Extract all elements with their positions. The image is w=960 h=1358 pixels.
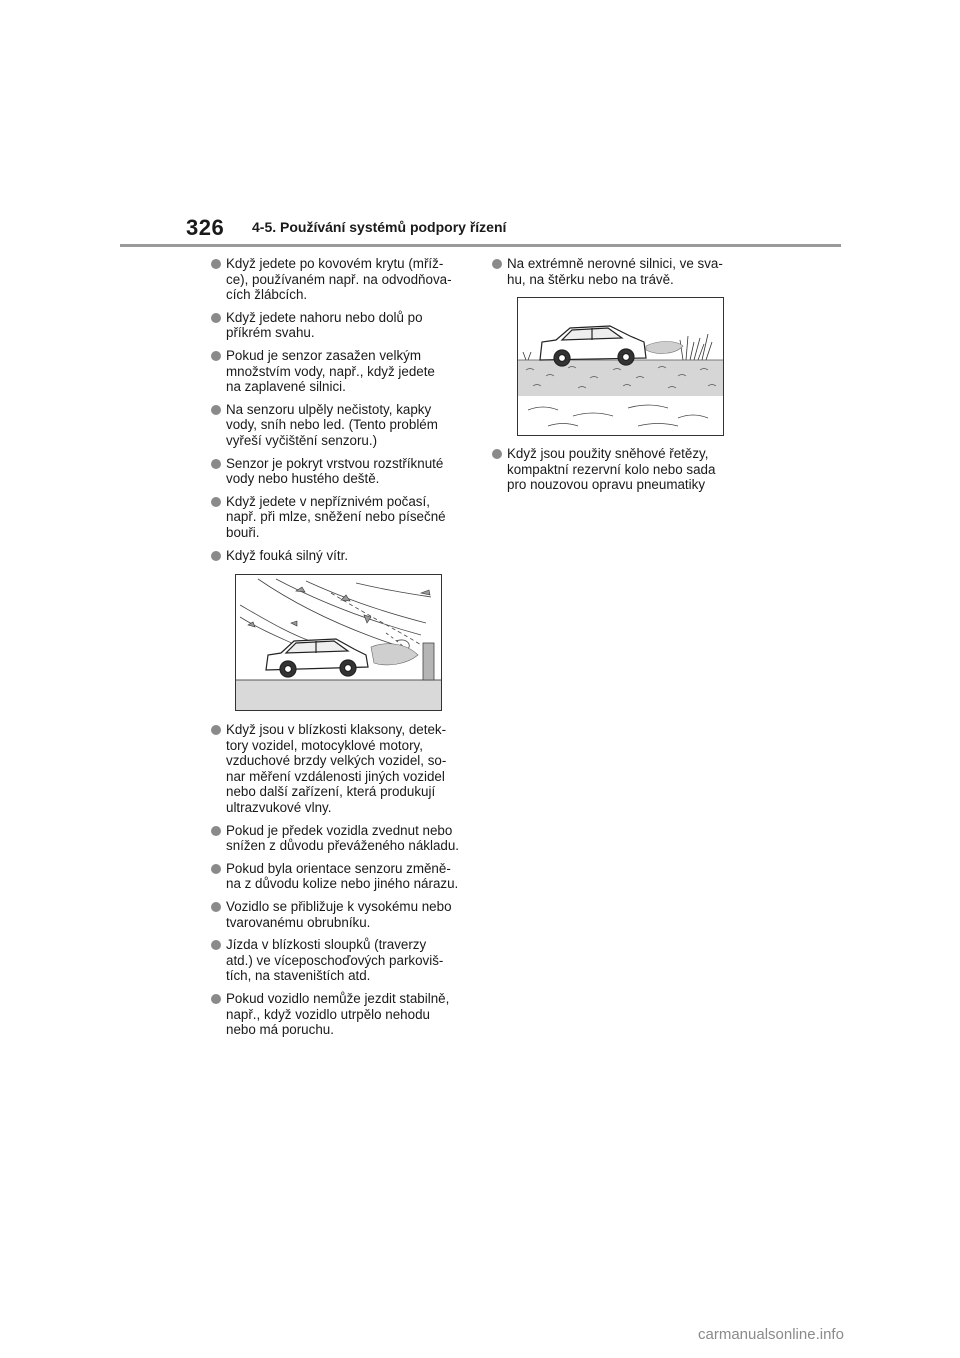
bullet-dot-icon <box>211 994 221 1004</box>
bullet-dot-icon <box>211 864 221 874</box>
bullet-item <box>211 991 473 1038</box>
bullet-item <box>211 548 473 564</box>
bullet-dot-icon <box>211 826 221 836</box>
bullet-dot-icon <box>211 259 221 269</box>
bullet-item <box>211 861 473 892</box>
bullet-text: Vozidlo se přibližuje k vysokému nebo tvarovanému obrubníku. <box>226 899 452 930</box>
bullet-text: Když jedete po kovovém krytu (mříž- ce), používaném např. na odvodňova- cích žlábcích. <box>226 256 452 303</box>
bullet-dot-icon <box>211 497 221 507</box>
bullet-text: Pokud je předek vozidla zvednut nebo snížen z důvodu převáženého nákladu. <box>226 822 460 854</box>
right-column <box>492 256 754 500</box>
bullet-item <box>492 256 754 287</box>
bullet-text: Pokud vozidlo nemůže jezdit stabilně, např., když vozidlo utrpělo nehodu nebo má poruchu. <box>226 991 450 1038</box>
bullet-item <box>211 348 473 395</box>
bullet-text: Pokud byla orientace senzoru změně- na z důvodu kolize nebo jiného nárazu. <box>226 860 459 892</box>
bullet-item <box>211 937 473 984</box>
bullet-dot-icon <box>492 449 502 459</box>
bullet-text: Když jsou v blízkosti klaksony, detek- tory vozidel, motocyklové motory, vzduchové brzdy velkých vozidel, so- nar měření vzdálenosti jiných vozidel nebo další zařízení, která produkují ultrazvukové vlny. <box>226 722 447 816</box>
bullet-text: Senzor je pokryt vrstvou rozstříknuté vody nebo hustého deště. <box>226 455 444 487</box>
wind-illustration <box>235 574 442 711</box>
bullet-item <box>211 310 473 341</box>
bullet-list-2 <box>211 722 473 1038</box>
bullet-dot-icon <box>211 902 221 912</box>
bullet-text: Když jedete nahoru nebo dolů po příkrém svahu. <box>226 309 423 341</box>
car-wind-icon <box>236 575 441 710</box>
bullet-text: Na senzoru ulpěly nečistoty, kapky vody, sníh nebo led. (Tento problém vyřeší vyčištění senzoru.) <box>226 401 438 448</box>
bullet-item <box>211 402 473 449</box>
left-column <box>211 256 473 1045</box>
bullet-list-4 <box>492 446 754 493</box>
rough-road-illustration <box>517 297 724 436</box>
bullet-text: Jízda v blízkosti sloupků (traverzy atd.) ve víceposchoďových parkoviš- tích, na staveništích atd. <box>226 937 444 984</box>
bullet-dot-icon <box>211 725 221 735</box>
bullet-list-1 <box>211 256 473 563</box>
bullet-dot-icon <box>211 459 221 469</box>
bullet-dot-icon <box>211 351 221 361</box>
bullet-dot-icon <box>492 259 502 269</box>
bullet-text: Když jedete v nepříznivém počasí, např. při mlze, sněžení nebo písečné bouři. <box>226 493 446 540</box>
bullet-text: Pokud je senzor zasažen velkým množstvím vody, např., když jedete na zaplavené silnici. <box>226 347 435 395</box>
bullet-item <box>211 256 473 303</box>
footer-watermark: carmanualsonline.info <box>698 1326 844 1343</box>
bullet-text: Když fouká silný vítr. <box>226 547 349 563</box>
header-rule <box>120 244 841 247</box>
bullet-item <box>492 446 754 493</box>
bullet-list-3 <box>492 256 754 287</box>
bullet-item <box>211 722 473 816</box>
bullet-dot-icon <box>211 551 221 561</box>
bullet-item <box>211 823 473 854</box>
bullet-item <box>211 456 473 487</box>
bullet-dot-icon <box>211 405 221 415</box>
page-number: 326 <box>186 215 225 240</box>
section-title: 4-5. Používání systémů podpory řízení <box>252 219 507 235</box>
bullet-dot-icon <box>211 313 221 323</box>
bullet-item <box>211 899 473 930</box>
car-rough-road-icon <box>518 298 723 435</box>
bullet-text: Na extrémně nerovné silnici, ve sva- hu, na štěrku nebo na trávě. <box>507 256 723 287</box>
bullet-dot-icon <box>211 940 221 950</box>
bullet-text: Když jsou použity sněhové řetězy, kompaktní rezervní kolo nebo sada pro nouzovou opravu pneumatiky <box>507 446 716 493</box>
bullet-item <box>211 494 473 541</box>
